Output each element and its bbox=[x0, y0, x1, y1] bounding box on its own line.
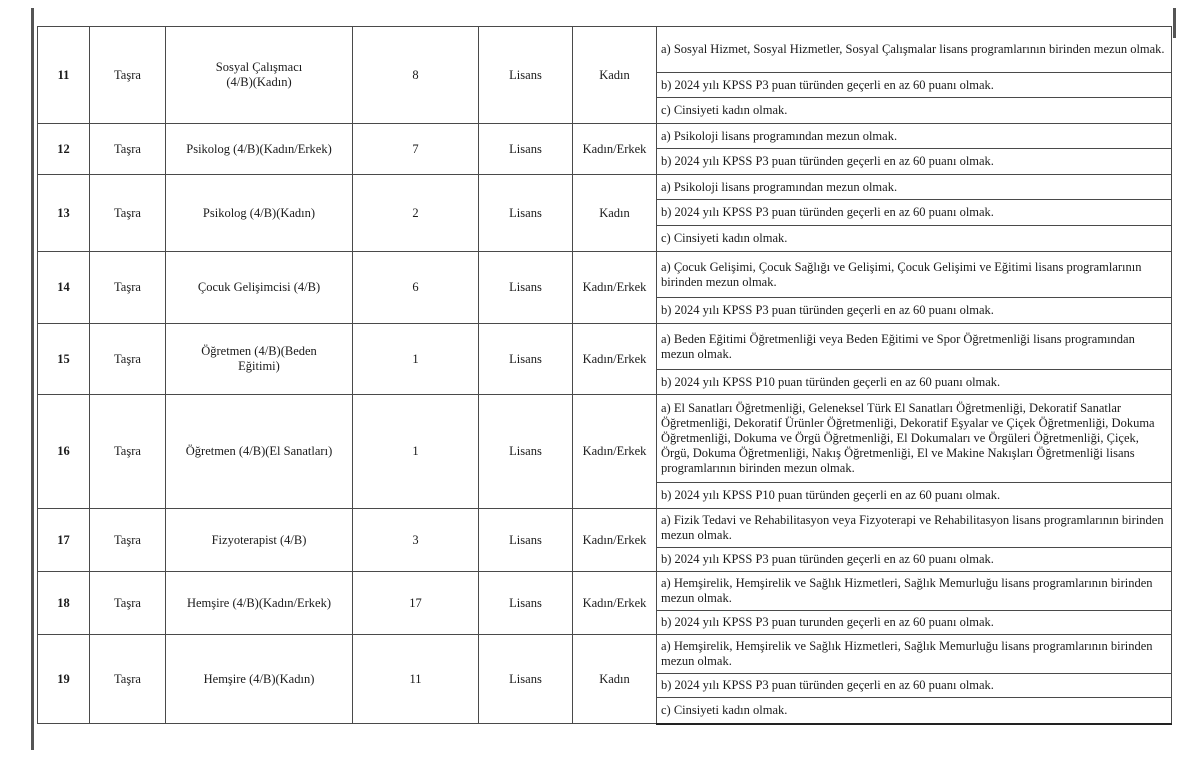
position-number: 12 bbox=[38, 124, 90, 175]
position-requirement: a) Sosyal Hizmet, Sosyal Hizmetler, Sosyal Çalışmalar lisans programlarının birinden mezun olmak. bbox=[657, 27, 1172, 73]
position-row bbox=[38, 252, 1172, 298]
position-count: 1 bbox=[353, 395, 479, 509]
position-requirement: b) 2024 yılı KPSS P10 puan türünden geçerli en az 60 puanı olmak. bbox=[657, 370, 1172, 395]
position-row bbox=[38, 395, 1172, 483]
position-count: 3 bbox=[353, 509, 479, 572]
page-right-rule bbox=[1173, 8, 1176, 38]
position-count: 7 bbox=[353, 124, 479, 175]
position-count: 6 bbox=[353, 252, 479, 324]
position-count: 17 bbox=[353, 572, 479, 635]
position-requirement: b) 2024 yılı KPSS P10 puan türünden geçerli en az 60 puanı olmak. bbox=[657, 483, 1172, 509]
position-gender: Kadın/Erkek bbox=[573, 509, 657, 572]
position-location: Taşra bbox=[90, 27, 166, 124]
position-row bbox=[38, 509, 1172, 548]
position-title: Psikolog (4/B)(Kadın/Erkek) bbox=[166, 124, 353, 175]
position-location: Taşra bbox=[90, 572, 166, 635]
position-title: Sosyal Çalışmacı (4/B)(Kadın) bbox=[166, 27, 353, 124]
position-location: Taşra bbox=[90, 252, 166, 324]
position-requirement: a) Psikoloji lisans programından mezun olmak. bbox=[657, 124, 1172, 149]
position-gender: Kadın/Erkek bbox=[573, 324, 657, 395]
position-location: Taşra bbox=[90, 509, 166, 572]
position-row bbox=[38, 324, 1172, 370]
position-title: Öğretmen (4/B)(Beden Eğitimi) bbox=[166, 324, 353, 395]
page-left-rule bbox=[31, 8, 34, 750]
position-title: Fizyoterapist (4/B) bbox=[166, 509, 353, 572]
position-education: Lisans bbox=[479, 395, 573, 509]
position-number: 11 bbox=[38, 27, 90, 124]
position-requirement: a) Psikoloji lisans programından mezun olmak. bbox=[657, 175, 1172, 200]
position-education: Lisans bbox=[479, 324, 573, 395]
position-requirement: a) Fizik Tedavi ve Rehabilitasyon veya Fizyoterapi ve Rehabilitasyon lisans programlarının birinden mezun olmak. bbox=[657, 509, 1172, 548]
position-location: Taşra bbox=[90, 395, 166, 509]
position-gender: Kadın/Erkek bbox=[573, 572, 657, 635]
position-number: 18 bbox=[38, 572, 90, 635]
position-row bbox=[38, 124, 1172, 149]
position-education: Lisans bbox=[479, 175, 573, 252]
position-count: 11 bbox=[353, 635, 479, 724]
position-requirement: b) 2024 yılı KPSS P3 puan türünden geçerli en az 60 puanı olmak. bbox=[657, 548, 1172, 572]
position-education: Lisans bbox=[479, 27, 573, 124]
position-location: Taşra bbox=[90, 124, 166, 175]
position-number: 17 bbox=[38, 509, 90, 572]
position-title: Öğretmen (4/B)(El Sanatları) bbox=[166, 395, 353, 509]
position-requirement: b) 2024 yılı KPSS P3 puan turunden geçerli en az 60 puanı olmak. bbox=[657, 611, 1172, 635]
position-count: 2 bbox=[353, 175, 479, 252]
position-gender: Kadın/Erkek bbox=[573, 252, 657, 324]
positions-table bbox=[37, 26, 1172, 725]
position-requirement: b) 2024 yılı KPSS P3 puan türünden geçerli en az 60 puanı olmak. bbox=[657, 149, 1172, 175]
position-education: Lisans bbox=[479, 572, 573, 635]
position-row bbox=[38, 572, 1172, 611]
position-requirement: c) Cinsiyeti kadın olmak. bbox=[657, 698, 1172, 724]
position-education: Lisans bbox=[479, 124, 573, 175]
position-requirement: b) 2024 yılı KPSS P3 puan türünden geçerli en az 60 puanı olmak. bbox=[657, 674, 1172, 698]
positions-table-body bbox=[38, 27, 1172, 724]
position-row bbox=[38, 635, 1172, 674]
position-requirement: c) Cinsiyeti kadın olmak. bbox=[657, 98, 1172, 124]
position-title: Psikolog (4/B)(Kadın) bbox=[166, 175, 353, 252]
position-location: Taşra bbox=[90, 324, 166, 395]
position-location: Taşra bbox=[90, 635, 166, 724]
position-requirement: a) Çocuk Gelişimi, Çocuk Sağlığı ve Gelişimi, Çocuk Gelişimi ve Eğitimi lisans programlarının birinden mezun olmak. bbox=[657, 252, 1172, 298]
position-title: Hemşire (4/B)(Kadın/Erkek) bbox=[166, 572, 353, 635]
position-count: 1 bbox=[353, 324, 479, 395]
position-count: 8 bbox=[353, 27, 479, 124]
position-number: 14 bbox=[38, 252, 90, 324]
position-number: 16 bbox=[38, 395, 90, 509]
position-requirement: a) Hemşirelik, Hemşirelik ve Sağlık Hizmetleri, Sağlık Memurluğu lisans programlarının birinden mezun olmak. bbox=[657, 572, 1172, 611]
position-requirement: c) Cinsiyeti kadın olmak. bbox=[657, 226, 1172, 252]
position-requirement: b) 2024 yılı KPSS P3 puan türünden geçerli en az 60 puanı olmak. bbox=[657, 73, 1172, 98]
position-requirement: a) El Sanatları Öğretmenliği, Geleneksel Türk El Sanatları Öğretmenliği, Dekoratif Sanatlar Öğretmenliği, Dekoratif Ürünler Öğretmenliği, Dekoratif Eşyalar ve Çiçek Öğretmenliği, Dokuma Öğretmenliği, Dokuma ve Örgü Öğretmenliği, El Dokumaları ve Örgüleri Öğretmenliği, Çiçek, Örgü, Dokuma Öğretmenliği, Nakış Öğretmenliği, El ve Makine Nakışları Öğretmenliği lisans programlarının birinden mezun olmak. bbox=[657, 395, 1172, 483]
position-education: Lisans bbox=[479, 635, 573, 724]
position-title: Çocuk Gelişimcisi (4/B) bbox=[166, 252, 353, 324]
position-gender: Kadın bbox=[573, 175, 657, 252]
position-title: Hemşire (4/B)(Kadın) bbox=[166, 635, 353, 724]
position-location: Taşra bbox=[90, 175, 166, 252]
position-requirement: a) Hemşirelik, Hemşirelik ve Sağlık Hizmetleri, Sağlık Memurluğu lisans programlarının birinden mezun olmak. bbox=[657, 635, 1172, 674]
position-requirement: b) 2024 yılı KPSS P3 puan türünden geçerli en az 60 puanı olmak. bbox=[657, 200, 1172, 226]
position-requirement: a) Beden Eğitimi Öğretmenliği veya Beden Eğitimi ve Spor Öğretmenliği lisans programından mezun olmak. bbox=[657, 324, 1172, 370]
position-gender: Kadın bbox=[573, 27, 657, 124]
position-gender: Kadın/Erkek bbox=[573, 395, 657, 509]
position-education: Lisans bbox=[479, 509, 573, 572]
position-row bbox=[38, 175, 1172, 200]
position-gender: Kadın/Erkek bbox=[573, 124, 657, 175]
position-number: 15 bbox=[38, 324, 90, 395]
position-number: 19 bbox=[38, 635, 90, 724]
position-number: 13 bbox=[38, 175, 90, 252]
position-education: Lisans bbox=[479, 252, 573, 324]
position-row bbox=[38, 27, 1172, 73]
position-gender: Kadın bbox=[573, 635, 657, 724]
position-requirement: b) 2024 yılı KPSS P3 puan türünden geçerli en az 60 puanı olmak. bbox=[657, 298, 1172, 324]
